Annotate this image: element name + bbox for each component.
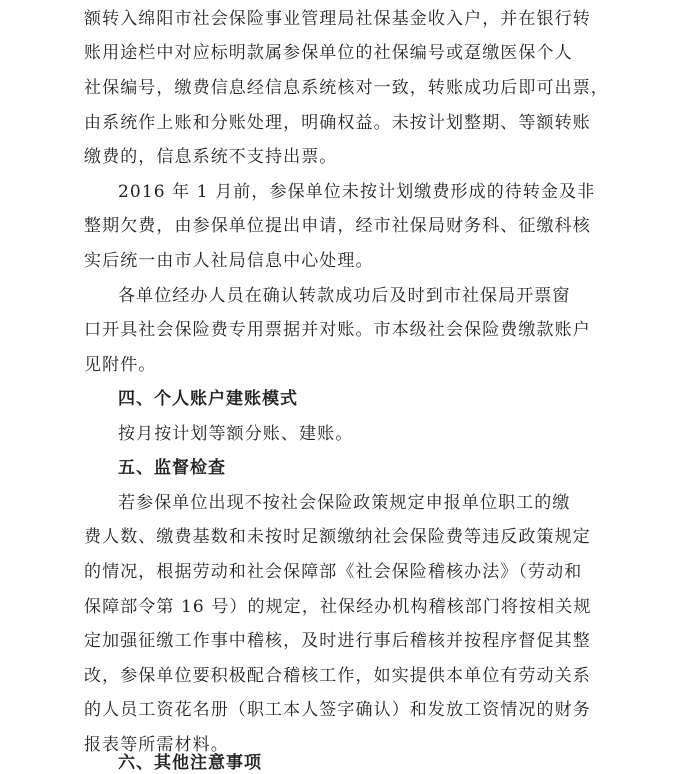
paragraph-line: 定加强征缴工作事中稽核，及时进行事后稽核并按程序督促其整 xyxy=(84,631,591,651)
section-heading: 四、个人账户建账模式 xyxy=(118,389,298,409)
paragraph-line: 报表等所需材料。 xyxy=(84,735,229,755)
paragraph-line: 口开具社会保险费专用票据并对账。市本级社会保险费缴款账户 xyxy=(84,320,591,340)
paragraph-line: 费人数、缴费基数和未按时足额缴纳社会保险费等违反政策规定 xyxy=(84,527,591,547)
section-heading: 五、监督检查 xyxy=(118,458,226,478)
paragraph-line: 缴费的，信息系统不支持出票。 xyxy=(84,147,338,167)
paragraph-line: 若参保单位出现不按社会保险政策规定申报单位职工的缴 xyxy=(118,493,571,513)
paragraph-line: 2016 年 1 月前，参保单位未按计划缴费形成的待转金及非 xyxy=(118,182,596,202)
paragraph-line: 见附件。 xyxy=(84,355,157,375)
paragraph-line: 实后统一由市人社局信息中心处理。 xyxy=(84,251,374,271)
paragraph-line: 账用途栏中对应标明款属参保单位的社保编号或趸缴医保个人 xyxy=(84,43,573,63)
paragraph-line: 的情况，根据劳动和社会保障部《社会保险稽核办法》（劳动和 xyxy=(84,562,583,582)
paragraph-line: 保障部令第 16 号）的规定，社保经办机构稽核部门将按相关规 xyxy=(84,597,592,617)
paragraph-line: 的人员工资花名册（职工本人签字确认）和发放工资情况的财务 xyxy=(84,700,591,720)
paragraph-line: 社保编号，缴费信息经信息系统核对一致，转账成功后即可出票， xyxy=(84,78,609,98)
paragraph-line: 各单位经办人员在确认转款成功后及时到市社保局开票窗 xyxy=(118,286,571,306)
paragraph-line: 改，参保单位要积极配合稽核工作，如实提供本单位有劳动关系 xyxy=(84,666,591,686)
paragraph-line: 由系统作上账和分账处理，明确权益。未按计划整期、等额转账 xyxy=(84,113,591,133)
paragraph-line: 额转入绵阳市社会保险事业管理局社保基金收入户，并在银行转 xyxy=(84,9,591,29)
paragraph-line: 整期欠费，由参保单位提出申请，经市社保局财务科、征缴科核 xyxy=(84,216,591,236)
paragraph-line: 按月按计划等额分账、建账。 xyxy=(118,424,354,444)
section-heading: 六、其他注意事项 xyxy=(118,753,262,773)
